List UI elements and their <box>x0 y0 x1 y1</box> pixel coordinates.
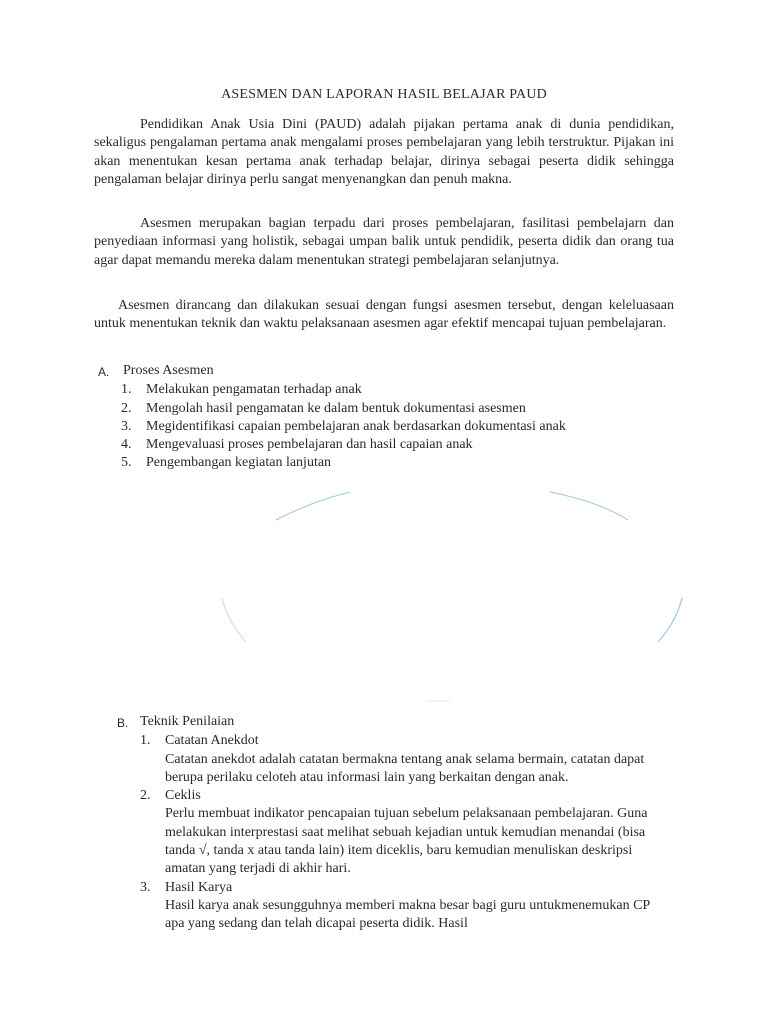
paragraph-intro: Pendidikan Anak Usia Dini (PAUD) adalah pijakan pertama anak di dunia pendidikan, sekaligus pengalaman pertama anak mengalami proses pembelajaran yang lebih terstruktur. Pijakan ini akan menentukan kesan pertama anak terhadap belajar, dirinya sebagai peserta didik sehingga pengalaman belajar dirinya perlu sangat menyenangkan dan penuh makna. <box>94 117 674 187</box>
proses-list <box>98 381 658 472</box>
list-item <box>121 381 658 399</box>
section-proses-asesmen <box>98 362 658 473</box>
list-text: Mengevaluasi proses pembelajaran dan hasil capaian anak <box>146 437 473 453</box>
item-title: Hasil Karya <box>165 879 233 895</box>
list-number: 4. <box>121 437 132 453</box>
item-title: Catatan Anekdot <box>165 733 259 749</box>
section-b-letter: B. <box>117 716 129 730</box>
list-text: Pengembangan kegiatan lanjutan <box>146 455 332 471</box>
paragraph-asesmen: Asesmen merupakan bagian terpadu dari proses pembelajaran, fasilitasi pembelajarn dan penyediaan informasi yang holistik, sebagai umpan balik untuk pendidik, peserta didik dan orang tua agar dapat memandu mereka dalam menentukan strategi pembelajaran selanjutnya. <box>94 216 674 268</box>
list-text: Megidentifikasi capaian pembelajaran anak berdasarkan dokumentasi anak <box>146 418 566 434</box>
arc-left-top <box>276 492 350 520</box>
list-text: Melakukan pengamatan terhadap anak <box>146 382 362 398</box>
list-text: Mengolah hasil pengamatan ke dalam bentuk dokumentasi asesmen <box>146 400 526 416</box>
arc-right-top <box>550 492 628 520</box>
list-item <box>121 418 658 436</box>
teknik-list <box>117 732 677 933</box>
list-number: 1. <box>140 733 151 749</box>
list-item <box>140 787 677 878</box>
list-number: 2. <box>140 788 151 804</box>
decorative-arc <box>210 480 690 710</box>
list-item <box>121 400 658 418</box>
section-a-header <box>98 362 658 381</box>
section-teknik-penilaian <box>117 713 677 934</box>
list-number: 3. <box>121 418 132 434</box>
section-b-header <box>117 713 677 732</box>
arc-left-bottom <box>222 598 246 642</box>
list-body <box>165 879 665 934</box>
item-title: Ceklis <box>165 788 201 804</box>
list-number: 3. <box>140 879 151 895</box>
section-a-letter: A. <box>98 365 110 379</box>
list-number: 5. <box>121 455 132 471</box>
list-item <box>140 732 677 787</box>
item-description: Catatan anekdot adalah catatan bermakna tentang anak selama bermain, catatan dapat berupa perilaku celoteh atau informasi lain yang berkaitan dengan anak. <box>165 751 645 785</box>
list-item <box>140 879 677 934</box>
item-description: Hasil karya anak sesungguhnya memberi makna besar bagi guru untukmenemukan CP apa yang sedang dan telah dicapai peserta didik. Hasil <box>165 897 650 932</box>
section-a-heading: Proses Asesmen <box>123 363 214 378</box>
list-item <box>121 454 658 472</box>
list-item <box>121 436 658 454</box>
item-description: Perlu membuat indikator pencapaian tujuan sebelum pelaksanaan pembelajaran. Guna melakukan interprestasi saat melihat sebuah kejadian untuk kemudian menandai (bisa tanda √, tanda x atau tanda lain) item diceklis, baru kemudian menuliskan deskripsi amatan yang terjadi di akhir hari. <box>165 806 648 877</box>
section-b-heading: Teknik Penilaian <box>140 714 235 729</box>
list-body <box>165 787 665 878</box>
list-number: 2. <box>121 400 132 416</box>
arc-right-bottom <box>658 598 682 642</box>
paragraph-rancangan: Asesmen dirancang dan dilakukan sesuai dengan fungsi asesmen tersebut, dengan keleluasaan untuk menentukan teknik dan waktu pelaksanaan asesmen agar efektif mencapai tujuan pembelajaran. <box>94 298 674 332</box>
document-title: ASESMEN DAN LAPORAN HASIL BELAJAR PAUD <box>221 87 547 102</box>
list-body <box>165 732 665 787</box>
list-number: 1. <box>121 382 132 398</box>
